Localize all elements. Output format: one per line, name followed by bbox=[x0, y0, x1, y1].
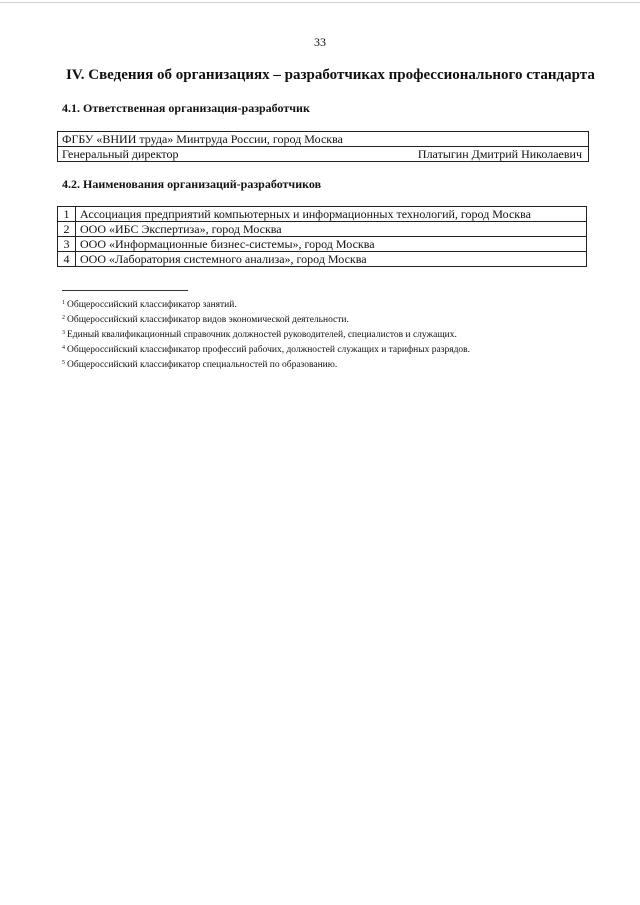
row-number: 2 bbox=[58, 222, 76, 237]
table-row bbox=[58, 222, 587, 237]
footnote-text: Общероссийский классификатор занятий. bbox=[67, 300, 237, 310]
responsible-organization-row bbox=[58, 132, 588, 146]
director-name: Платыгин Дмитрий Николаевич bbox=[417, 147, 582, 161]
developer-organizations-table bbox=[57, 206, 587, 267]
footnote bbox=[62, 342, 470, 357]
row-number: 1 bbox=[58, 207, 76, 222]
section-title: IV. Сведения об организациях – разработчиках профессионального стандарта bbox=[66, 67, 595, 83]
row-number: 4 bbox=[58, 252, 76, 267]
organization-name: Ассоциация предприятий компьютерных и информационных технологий, город Москва bbox=[76, 207, 587, 222]
footnotes bbox=[62, 297, 470, 372]
organization-name: ООО «ИБС Экспертиза», город Москва bbox=[76, 222, 587, 237]
footnote-separator bbox=[62, 290, 188, 291]
footnote bbox=[62, 312, 470, 327]
table-row bbox=[58, 237, 587, 252]
director-row bbox=[58, 146, 588, 161]
footnote-mark: 1 bbox=[62, 300, 65, 306]
organization-name: ООО «Лаборатория системного анализа», город Москва bbox=[76, 252, 587, 267]
responsible-organization-table bbox=[57, 131, 589, 162]
footnote-mark: 5 bbox=[62, 360, 65, 366]
footnote-mark: 4 bbox=[62, 345, 65, 351]
footnote-text: Общероссийский классификатор видов экономической деятельности. bbox=[67, 315, 349, 325]
footnote-mark: 3 bbox=[62, 330, 65, 336]
row-number: 3 bbox=[58, 237, 76, 252]
footnote bbox=[62, 327, 470, 342]
page-number: 33 bbox=[314, 35, 326, 49]
footnote bbox=[62, 297, 470, 312]
footnote-mark: 2 bbox=[62, 315, 65, 321]
footnote bbox=[62, 357, 470, 372]
table-row bbox=[58, 207, 587, 222]
footnote-text: Общероссийский классификатор профессий рабочих, должностей служащих и тарифных разрядов. bbox=[67, 345, 471, 355]
top-edge-rule bbox=[0, 2, 640, 3]
table-row bbox=[58, 252, 587, 267]
footnote-text: Единый квалификационный справочник должностей руководителей, специалистов и служащих. bbox=[67, 330, 457, 340]
developer-organizations-heading: 4.2. Наименования организаций-разработчиков bbox=[62, 177, 322, 191]
responsible-organization-name: ФГБУ «ВНИИ труда» Минтруда России, город Москва bbox=[62, 132, 343, 146]
responsible-organization-heading: 4.1. Ответственная организация-разработчик bbox=[62, 101, 310, 115]
footnote-text: Общероссийский классификатор специальностей по образованию. bbox=[67, 360, 338, 370]
director-position: Генеральный директор bbox=[62, 147, 179, 161]
organization-name: ООО «Информационные бизнес-системы», город Москва bbox=[76, 237, 587, 252]
